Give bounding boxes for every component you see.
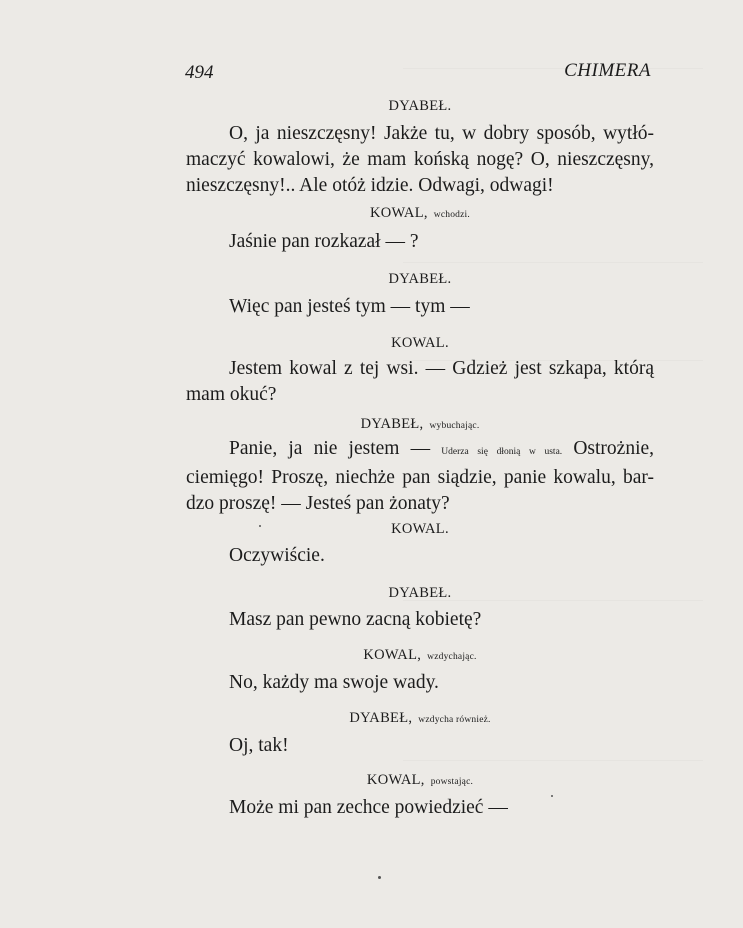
text-line: No, każdy ma swoje wady. <box>229 672 439 693</box>
dialogue-text <box>186 670 654 696</box>
bleed-through-mark <box>403 760 703 761</box>
text-line: O, ja nieszczęsny! Jakże tu, w dobry sposób, wytłó- <box>229 123 654 144</box>
stage-direction: Uderza się dłonią w usta. <box>441 447 563 457</box>
speaker-label: KOWAL, <box>363 647 422 663</box>
text-line: mam okuć? <box>186 384 277 405</box>
paper-speck <box>378 876 381 879</box>
speaker-name <box>186 647 654 664</box>
bleed-through-mark <box>403 262 703 263</box>
text-line: Może mi pan zechce powiedzieć — <box>229 797 508 818</box>
speaker-label: KOWAL. <box>391 521 449 537</box>
speaker-name <box>186 772 654 789</box>
dialogue-text <box>186 356 654 408</box>
speaker-name <box>186 521 654 538</box>
dialogue-text <box>186 294 654 320</box>
paper-speck <box>551 795 553 797</box>
dialogue-text <box>186 121 654 199</box>
speaker-label: DYABEŁ. <box>388 271 452 287</box>
text-line: dzo proszę! — Jesteś pan żonaty? <box>186 493 450 514</box>
speaker-name <box>186 205 654 222</box>
dialogue-text <box>186 795 654 821</box>
text-line: Oczywiście. <box>229 545 325 566</box>
running-title: CHIMERA <box>564 60 651 81</box>
paper-speck <box>259 525 261 527</box>
dialogue-text <box>186 436 654 517</box>
text-line: Jestem kowal z tej wsi. — Gdzież jest szkapa, którą <box>229 358 654 379</box>
bleed-through-mark <box>403 68 703 69</box>
speaker-label: KOWAL, <box>370 205 428 221</box>
speaker-name <box>186 585 654 602</box>
text-line: maczyć kowalowi, że mam końską nogę? O, nieszczęsny, <box>186 149 654 170</box>
dialogue-text <box>186 607 654 633</box>
text-line <box>186 436 654 465</box>
text-fragment: Ostrożnie, <box>573 438 655 459</box>
stage-direction: wchodzi. <box>433 210 470 220</box>
text-line: Jaśnie pan rozkazał — ? <box>229 231 419 252</box>
dialogue-text <box>186 733 654 759</box>
speaker-label: KOWAL. <box>391 335 449 351</box>
speaker-label: KOWAL, <box>366 772 425 788</box>
speaker-name <box>186 416 654 433</box>
text-fragment: Panie, ja nie jestem — <box>229 438 431 459</box>
stage-direction: wybuchając. <box>429 421 480 431</box>
speaker-label: DYABEŁ, <box>360 416 424 432</box>
speaker-name <box>186 98 654 115</box>
dialogue-text <box>186 543 654 569</box>
stage-direction: wzdychając. <box>427 652 477 662</box>
speaker-label: DYABEŁ, <box>349 710 413 726</box>
text-line: Oj, tak! <box>229 735 289 756</box>
speaker-name <box>186 710 654 727</box>
text-line: ciemięgo! Proszę, niechże pan siądzie, panie kowalu, bar- <box>186 467 654 488</box>
speaker-label: DYABEŁ. <box>388 585 452 601</box>
text-line: Masz pan pewno zacną kobietę? <box>229 609 482 630</box>
stage-direction: wzdycha również. <box>418 715 491 725</box>
text-line: nieszczęsny!.. Ale otóż idzie. Odwagi, odwagi! <box>186 175 554 196</box>
stage-direction: powstając. <box>430 777 474 787</box>
speaker-name <box>186 271 654 288</box>
page-number: 494 <box>185 62 214 83</box>
speaker-label: DYABEŁ. <box>388 98 452 114</box>
text-line: Więc pan jesteś tym — tym — <box>229 296 470 317</box>
dialogue-text <box>186 229 654 255</box>
speaker-name <box>186 335 654 352</box>
